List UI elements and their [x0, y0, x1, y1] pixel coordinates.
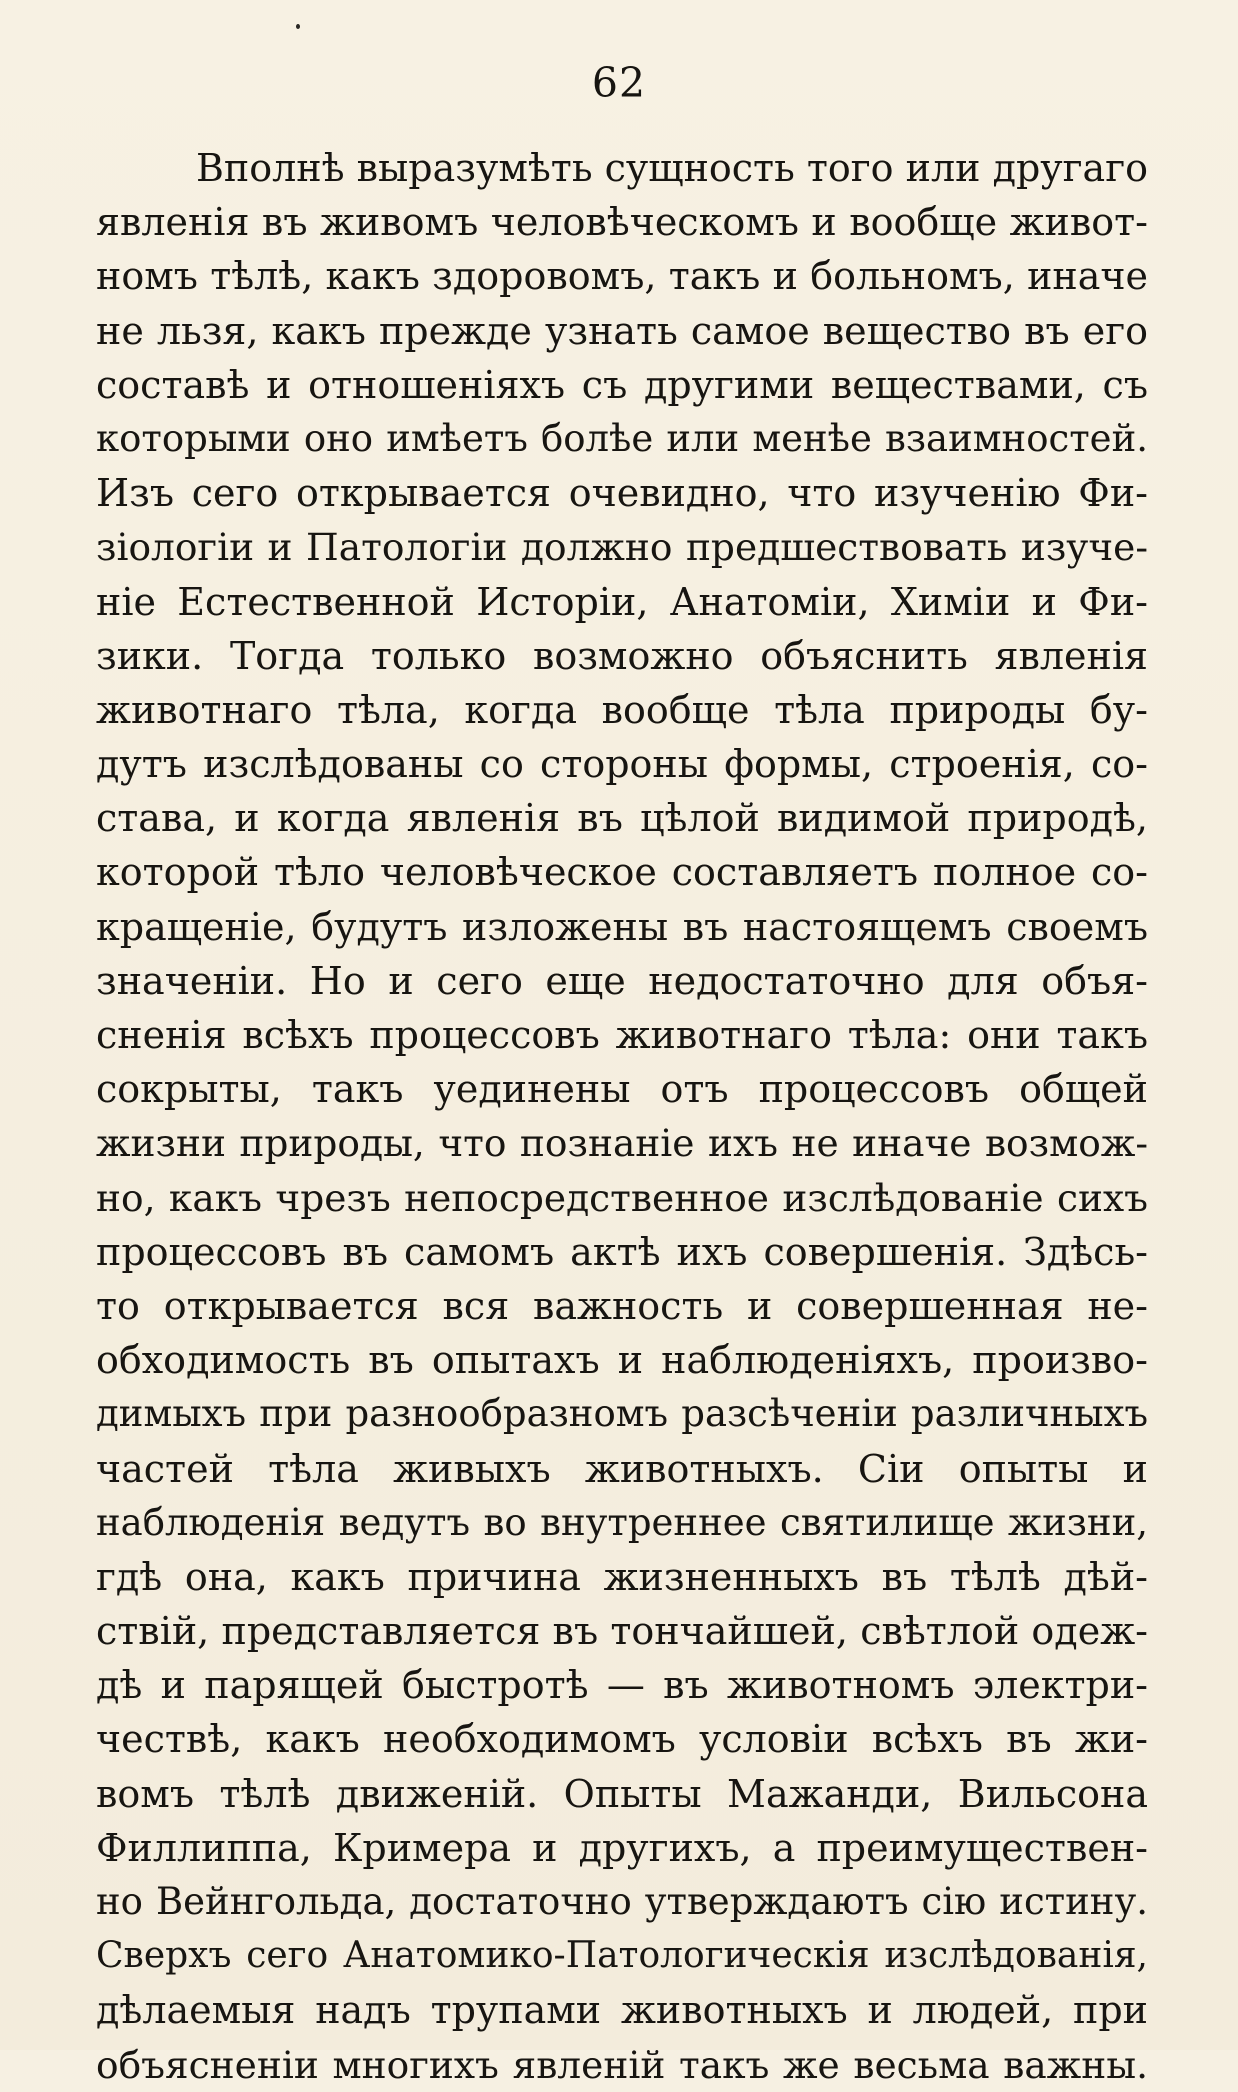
text-line: наблюденія ведутъ во внутреннее святилище жизни, — [96, 1500, 1148, 1544]
text-line: дутъ изслѣдованы со стороны формы, строенія, со- — [96, 742, 1148, 787]
body-text — [96, 141, 1148, 2092]
text-line: димыхъ при разнообразномъ разсѣченіи различныхъ — [96, 1392, 1148, 1436]
text-line: то открывается вся важность и совершенная не- — [96, 1283, 1148, 1328]
text-line: частей тѣла живыхъ животныхъ. Сіи опыты и — [96, 1446, 1148, 1491]
text-line: Филлиппа, Кримера и другихъ, а преимуществен- — [96, 1825, 1148, 1870]
text-line: животнаго тѣла, когда вообще тѣла природы бу- — [96, 687, 1148, 732]
text-line: Вполнѣ выразумѣть сущность того или другаго — [196, 146, 1148, 190]
text-line: сокрыты, такъ уединены отъ процессовъ общей — [96, 1067, 1148, 1112]
text-line: става, и когда явленія въ цѣлой видимой природѣ, — [96, 796, 1148, 841]
ink-speck — [296, 24, 300, 29]
text-line: зіологіи и Патологіи должно предшествовать изуче- — [96, 525, 1148, 570]
page-number: 62 — [591, 59, 647, 107]
text-line: дѣлаемыя надъ трупами животныхъ и людей, при — [96, 1988, 1148, 2033]
text-line: не льзя, какъ прежде узнать самое вещество въ его — [96, 308, 1148, 353]
text-line: зики. Тогда только возможно объяснить явленія — [96, 633, 1148, 678]
text-line: Изъ сего открывается очевидно, что изученію Фи- — [96, 471, 1148, 516]
text-line: но Вейнгольда, достаточно утверждаютъ сію истину. — [96, 1880, 1148, 1923]
text-line: которой тѣло человѣческое составляетъ полное со- — [96, 850, 1148, 895]
text-line: вомъ тѣлѣ движеній. Опыты Мажанди, Вильсона — [96, 1771, 1148, 1816]
text-line: значеніи. Но и сего еще недостаточно для объя- — [96, 958, 1148, 1003]
text-line: Сверхъ сего Анатомико-Патологическія изслѣдованія, — [96, 1935, 1148, 1977]
text-line: чествѣ, какъ необходимомъ условіи всѣхъ въ жи- — [96, 1717, 1148, 1762]
text-line: но, какъ чрезъ непосредственное изслѣдованіе сихъ — [96, 1175, 1148, 1220]
text-line: номъ тѣлѣ, какъ здоровомъ, такъ и больномъ, иначе — [96, 254, 1148, 299]
text-line: явленія въ живомъ человѣческомъ и вообще живот- — [96, 200, 1148, 245]
text-line: сненія всѣхъ процессовъ животнаго тѣла: они такъ — [96, 1013, 1148, 1057]
text-line: дѣ и парящей быстротѣ — въ животномъ электри- — [96, 1663, 1148, 1708]
text-line: ніе Естественной Исторіи, Анатоміи, Химіи и Фи- — [96, 579, 1148, 624]
text-line: гдѣ она, какъ причина жизненныхъ въ тѣлѣ дѣй- — [96, 1554, 1148, 1599]
text-line: объясненіи многихъ явленій такъ же весьма важны. — [96, 2042, 1148, 2087]
text-line: жизни природы, что познаніе ихъ не иначе возмож- — [96, 1121, 1148, 1166]
text-line: кращеніе, будутъ изложены въ настоящемъ своемъ — [96, 904, 1148, 949]
text-line: которыми оно имѣетъ болѣе или менѣе взаимностей. — [96, 416, 1148, 460]
text-line: ствій, представляется въ тончайшей, свѣтлой одеж- — [96, 1609, 1148, 1654]
text-line: обходимость въ опытахъ и наблюденіяхъ, произво- — [96, 1338, 1148, 1383]
text-line: составѣ и отношеніяхъ съ другими веществами, съ — [96, 362, 1148, 407]
text-line: процессовъ въ самомъ актѣ ихъ совершенія. Здѣсь- — [96, 1229, 1148, 1274]
